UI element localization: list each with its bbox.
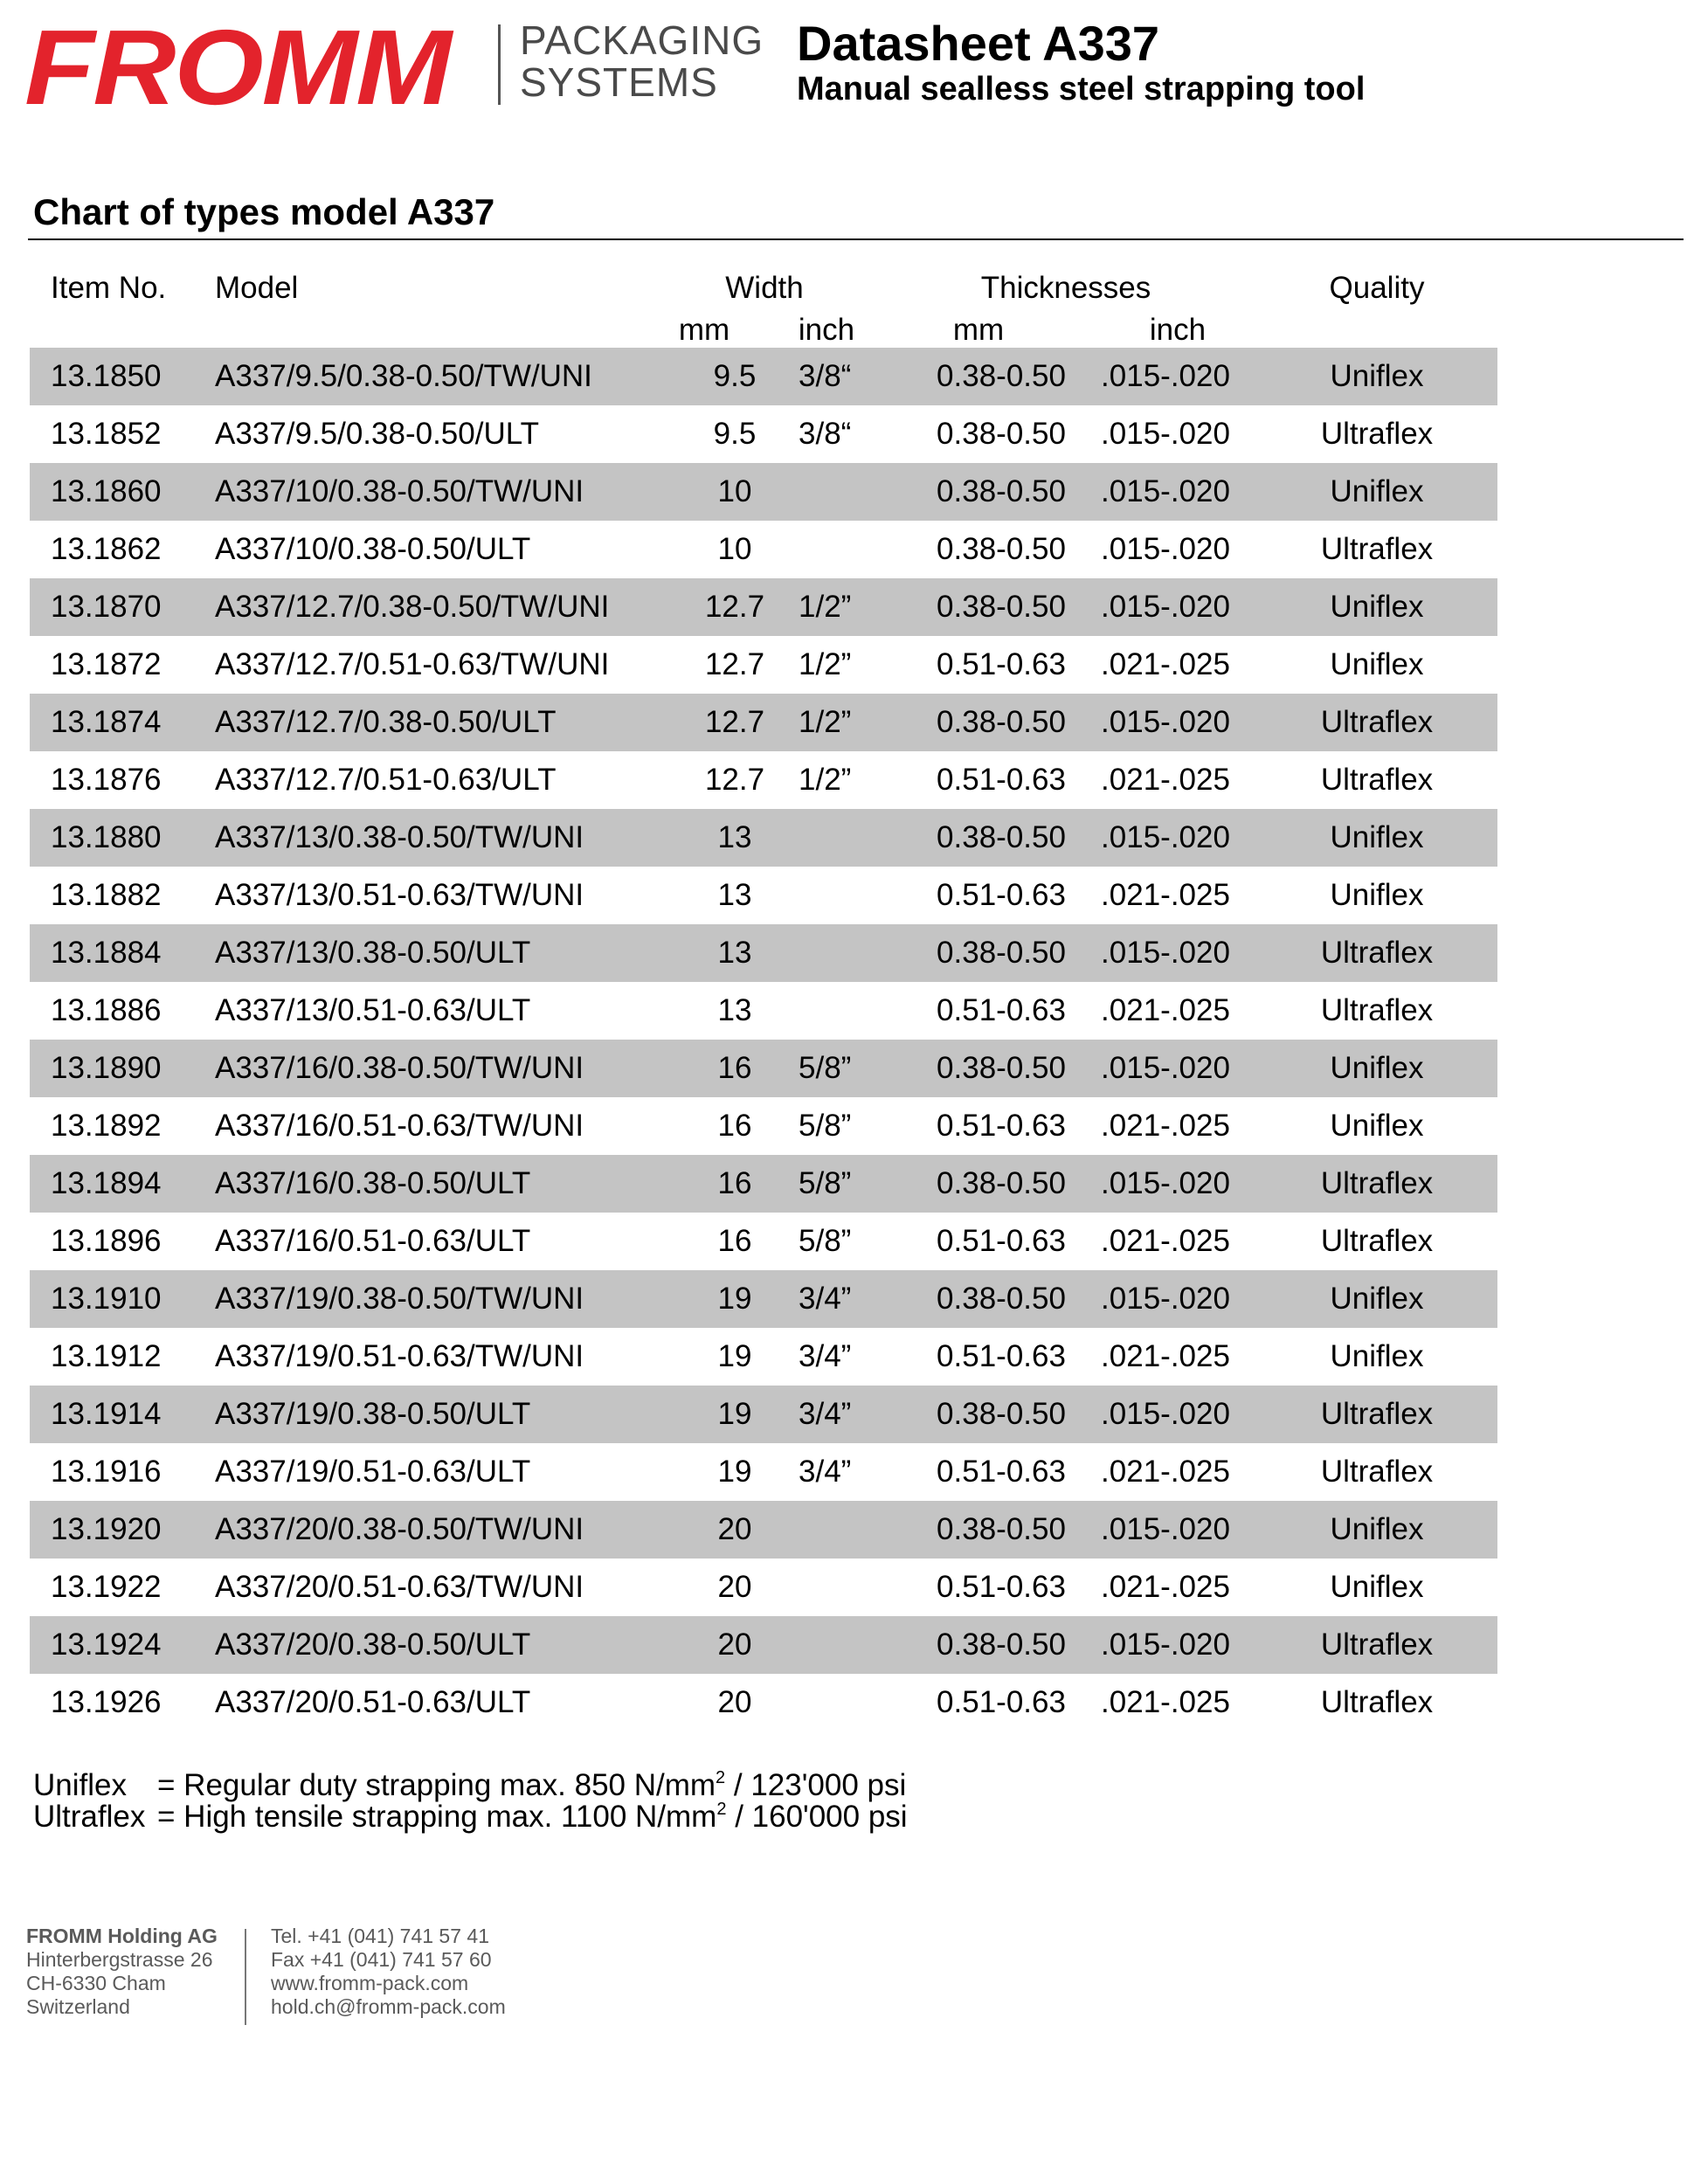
cell-model: A337/12.7/0.51-0.63/ULT	[215, 763, 557, 797]
table-row	[30, 1501, 1497, 1559]
cell-item-no: 13.1910	[51, 1282, 162, 1316]
table-row	[30, 1155, 1497, 1213]
cell-thickness-mm: 0.51-0.63	[937, 1455, 1066, 1489]
cell-thickness-inch: .015-.020	[1101, 1397, 1230, 1431]
cell-thickness-inch: .015-.020	[1101, 1282, 1230, 1316]
col-header-width: Width	[725, 271, 804, 305]
cell-item-no: 13.1920	[51, 1512, 162, 1546]
cell-item-no: 13.1872	[51, 647, 162, 681]
col-subheader-width-mm: mm	[678, 313, 730, 347]
table-row	[30, 751, 1497, 809]
cell-model: A337/16/0.51-0.63/ULT	[215, 1224, 531, 1258]
cell-model: A337/13/0.38-0.50/ULT	[215, 936, 531, 970]
cell-width-mm: 10	[717, 474, 752, 508]
footer-street: Hinterbergstrasse 26	[26, 1948, 213, 1971]
cell-width-mm: 13	[717, 936, 752, 970]
cell-width-inch: 1/2”	[799, 763, 852, 797]
cell-width-inch: 5/8”	[799, 1166, 852, 1200]
cell-quality: Ultraflex	[1320, 1166, 1434, 1200]
cell-quality: Uniflex	[1330, 1339, 1424, 1373]
cell-thickness-inch: .015-.020	[1101, 590, 1230, 624]
cell-thickness-mm: 0.38-0.50	[937, 474, 1066, 508]
cell-quality: Ultraflex	[1320, 417, 1434, 451]
col-header-thicknesses: Thicknesses	[980, 271, 1151, 305]
legend-desc-after: / 160'000 psi	[726, 1800, 908, 1834]
document-subtitle: Manual sealless steel strapping tool	[797, 71, 1366, 107]
cell-quality: Uniflex	[1330, 1570, 1424, 1604]
cell-width-inch: 5/8”	[799, 1224, 852, 1258]
brand-subtitle	[520, 19, 764, 103]
table-row	[30, 694, 1497, 751]
cell-item-no: 13.1926	[51, 1685, 162, 1719]
table-row	[30, 982, 1497, 1040]
cell-quality: Uniflex	[1330, 1282, 1424, 1316]
cell-width-mm: 20	[717, 1570, 752, 1604]
table-row	[30, 348, 1497, 405]
cell-quality: Ultraflex	[1320, 532, 1434, 566]
cell-item-no: 13.1890	[51, 1051, 162, 1085]
cell-item-no: 13.1862	[51, 532, 162, 566]
cell-thickness-inch: .015-.020	[1101, 1166, 1230, 1200]
cell-thickness-mm: 0.51-0.63	[937, 1109, 1066, 1143]
cell-width-mm: 12.7	[704, 763, 765, 797]
cell-width-mm: 13	[717, 878, 752, 912]
cell-model: A337/19/0.51-0.63/ULT	[215, 1455, 531, 1489]
table-row	[30, 578, 1497, 636]
cell-thickness-mm: 0.38-0.50	[937, 1282, 1066, 1316]
cell-thickness-inch: .021-.025	[1101, 993, 1230, 1027]
cell-width-mm: 19	[717, 1339, 752, 1373]
cell-width-mm: 12.7	[704, 705, 765, 739]
table-row	[30, 1213, 1497, 1270]
cell-item-no: 13.1882	[51, 878, 162, 912]
cell-model: A337/10/0.38-0.50/TW/UNI	[215, 474, 584, 508]
cell-quality: Ultraflex	[1320, 1685, 1434, 1719]
legend-sup: 2	[716, 1800, 727, 1819]
cell-item-no: 13.1884	[51, 936, 162, 970]
cell-thickness-mm: 0.38-0.50	[937, 1397, 1066, 1431]
footer-company: FROMM Holding AG	[26, 1925, 218, 1947]
cell-model: A337/9.5/0.38-0.50/ULT	[215, 417, 539, 451]
cell-width-inch: 1/2”	[799, 590, 852, 624]
cell-width-mm: 16	[717, 1051, 752, 1085]
table-row	[30, 1097, 1497, 1155]
table-row	[30, 463, 1497, 521]
cell-thickness-inch: .015-.020	[1101, 359, 1230, 393]
footer-city: CH-6330 Cham	[26, 1972, 166, 1994]
footer-fax: Fax +41 (041) 741 57 60	[271, 1948, 492, 1971]
cell-item-no: 13.1914	[51, 1397, 162, 1431]
table-row	[30, 1674, 1497, 1731]
cell-thickness-inch: .021-.025	[1101, 1570, 1230, 1604]
cell-model: A337/10/0.38-0.50/ULT	[215, 532, 531, 566]
cell-item-no: 13.1880	[51, 820, 162, 854]
cell-thickness-mm: 0.38-0.50	[937, 1051, 1066, 1085]
brand-sub-line2: SYSTEMS	[520, 59, 718, 105]
cell-thickness-inch: .021-.025	[1101, 647, 1230, 681]
cell-model: A337/19/0.38-0.50/TW/UNI	[215, 1282, 584, 1316]
cell-width-inch: 3/4”	[799, 1339, 852, 1373]
table-row	[30, 809, 1497, 867]
cell-item-no: 13.1924	[51, 1628, 162, 1662]
footer-contact	[271, 1925, 506, 2019]
cell-quality: Uniflex	[1330, 474, 1424, 508]
col-subheader-thick-inch: inch	[1149, 313, 1207, 347]
cell-thickness-mm: 0.38-0.50	[937, 417, 1066, 451]
cell-thickness-inch: .021-.025	[1101, 1339, 1230, 1373]
cell-width-inch: 5/8”	[799, 1109, 852, 1143]
footer-divider	[245, 1929, 246, 2025]
cell-model: A337/12.7/0.38-0.50/ULT	[215, 705, 557, 739]
footer-country: Switzerland	[26, 1995, 130, 2018]
legend-desc-after: / 123'000 psi	[725, 1768, 907, 1802]
cell-thickness-mm: 0.38-0.50	[937, 936, 1066, 970]
cell-thickness-mm: 0.38-0.50	[937, 359, 1066, 393]
table-row	[30, 1040, 1497, 1097]
col-header-item: Item No.	[51, 271, 167, 305]
cell-width-mm: 19	[717, 1455, 752, 1489]
table-row	[30, 1386, 1497, 1443]
cell-width-inch: 3/8“	[799, 359, 852, 393]
legend-desc: = High tensile strapping max. 1100 N/mm	[157, 1800, 717, 1834]
cell-width-inch: 1/2”	[799, 705, 852, 739]
cell-quality: Ultraflex	[1320, 1224, 1434, 1258]
footer-tel: Tel. +41 (041) 741 57 41	[271, 1925, 489, 1947]
cell-width-inch: 1/2”	[799, 647, 852, 681]
cell-quality: Uniflex	[1330, 878, 1424, 912]
legend-term: Ultraflex	[33, 1800, 146, 1834]
cell-model: A337/19/0.38-0.50/ULT	[215, 1397, 531, 1431]
cell-thickness-mm: 0.51-0.63	[937, 993, 1066, 1027]
cell-thickness-inch: .021-.025	[1101, 1224, 1230, 1258]
col-subheader-width-inch: inch	[798, 313, 855, 347]
cell-width-mm: 12.7	[704, 647, 765, 681]
cell-thickness-mm: 0.51-0.63	[937, 878, 1066, 912]
cell-quality: Ultraflex	[1320, 1455, 1434, 1489]
logo-divider	[498, 24, 501, 105]
table-row	[30, 1443, 1497, 1501]
legend-sup: 2	[716, 1768, 726, 1787]
cell-thickness-mm: 0.38-0.50	[937, 590, 1066, 624]
cell-thickness-inch: .015-.020	[1101, 1051, 1230, 1085]
cell-width-inch: 3/4”	[799, 1455, 852, 1489]
cell-model: A337/19/0.51-0.63/TW/UNI	[215, 1339, 584, 1373]
cell-thickness-inch: .015-.020	[1101, 417, 1230, 451]
cell-thickness-inch: .021-.025	[1101, 763, 1230, 797]
cell-model: A337/12.7/0.38-0.50/TW/UNI	[215, 590, 610, 624]
brand-logo: FROMM	[24, 8, 450, 127]
cell-thickness-mm: 0.38-0.50	[937, 532, 1066, 566]
cell-quality: Ultraflex	[1320, 936, 1434, 970]
cell-quality: Uniflex	[1330, 647, 1424, 681]
legend-ultraflex	[33, 1800, 908, 1835]
cell-width-mm: 20	[717, 1685, 752, 1719]
cell-item-no: 13.1922	[51, 1570, 162, 1604]
cell-item-no: 13.1852	[51, 417, 162, 451]
cell-thickness-mm: 0.51-0.63	[937, 1685, 1066, 1719]
cell-width-mm: 16	[717, 1109, 752, 1143]
cell-thickness-mm: 0.38-0.50	[937, 820, 1066, 854]
cell-item-no: 13.1886	[51, 993, 162, 1027]
footer-web-link[interactable]: www.fromm-pack.com	[271, 1972, 469, 1994]
cell-width-mm: 13	[717, 993, 752, 1027]
table-row	[30, 1559, 1497, 1616]
cell-quality: Ultraflex	[1320, 1397, 1434, 1431]
cell-width-mm: 9.5	[713, 359, 757, 393]
cell-item-no: 13.1850	[51, 359, 162, 393]
cell-model: A337/13/0.51-0.63/ULT	[215, 993, 531, 1027]
cell-quality: Uniflex	[1330, 1109, 1424, 1143]
section-divider	[28, 238, 1684, 240]
cell-thickness-mm: 0.38-0.50	[937, 705, 1066, 739]
cell-item-no: 13.1860	[51, 474, 162, 508]
cell-model: A337/9.5/0.38-0.50/TW/UNI	[215, 359, 592, 393]
table-row	[30, 1328, 1497, 1386]
table-row	[30, 1616, 1497, 1674]
cell-model: A337/12.7/0.51-0.63/TW/UNI	[215, 647, 610, 681]
cell-quality: Uniflex	[1330, 590, 1424, 624]
cell-thickness-inch: .021-.025	[1101, 1109, 1230, 1143]
cell-quality: Ultraflex	[1320, 993, 1434, 1027]
cell-thickness-inch: .021-.025	[1101, 878, 1230, 912]
cell-width-mm: 9.5	[713, 417, 757, 451]
footer-email-link[interactable]: hold.ch@fromm-pack.com	[271, 1995, 506, 2018]
types-table	[30, 348, 1497, 1731]
cell-thickness-mm: 0.38-0.50	[937, 1166, 1066, 1200]
cell-model: A337/16/0.38-0.50/ULT	[215, 1166, 531, 1200]
cell-width-inch: 3/4”	[799, 1282, 852, 1316]
footer-address	[26, 1925, 218, 2019]
cell-width-mm: 20	[717, 1628, 752, 1662]
legend-uniflex	[33, 1768, 906, 1803]
cell-width-inch: 3/8“	[799, 417, 852, 451]
cell-model: A337/20/0.38-0.50/ULT	[215, 1628, 531, 1662]
cell-item-no: 13.1892	[51, 1109, 162, 1143]
cell-thickness-inch: .015-.020	[1101, 474, 1230, 508]
table-row	[30, 405, 1497, 463]
cell-item-no: 13.1894	[51, 1166, 162, 1200]
cell-model: A337/16/0.51-0.63/TW/UNI	[215, 1109, 584, 1143]
cell-thickness-mm: 0.51-0.63	[937, 763, 1066, 797]
cell-width-inch: 5/8”	[799, 1051, 852, 1085]
table-row	[30, 521, 1497, 578]
cell-thickness-mm: 0.38-0.50	[937, 1628, 1066, 1662]
col-header-quality: Quality	[1329, 271, 1425, 305]
cell-item-no: 13.1876	[51, 763, 162, 797]
section-title: Chart of types model A337	[33, 191, 495, 232]
cell-quality: Uniflex	[1330, 359, 1424, 393]
cell-model: A337/20/0.51-0.63/ULT	[215, 1685, 531, 1719]
cell-quality: Ultraflex	[1320, 763, 1434, 797]
cell-width-mm: 19	[717, 1282, 752, 1316]
table-row	[30, 867, 1497, 924]
cell-item-no: 13.1912	[51, 1339, 162, 1373]
cell-thickness-mm: 0.51-0.63	[937, 1339, 1066, 1373]
cell-width-inch: 3/4”	[799, 1397, 852, 1431]
cell-width-mm: 10	[717, 532, 752, 566]
legend-term: Uniflex	[33, 1768, 127, 1802]
cell-width-mm: 12.7	[704, 590, 765, 624]
cell-model: A337/20/0.51-0.63/TW/UNI	[215, 1570, 584, 1604]
table-row	[30, 636, 1497, 694]
legend-desc: = Regular duty strapping max. 850 N/mm	[157, 1768, 716, 1802]
cell-model: A337/16/0.38-0.50/TW/UNI	[215, 1051, 584, 1085]
document-title: Datasheet A337	[797, 16, 1160, 71]
cell-quality: Ultraflex	[1320, 705, 1434, 739]
col-subheader-thick-mm: mm	[952, 313, 1005, 347]
cell-thickness-inch: .021-.025	[1101, 1455, 1230, 1489]
brand-sub-line1: PACKAGING	[520, 17, 764, 63]
cell-thickness-inch: .015-.020	[1101, 705, 1230, 739]
cell-item-no: 13.1916	[51, 1455, 162, 1489]
cell-model: A337/20/0.38-0.50/TW/UNI	[215, 1512, 584, 1546]
cell-thickness-mm: 0.51-0.63	[937, 1570, 1066, 1604]
cell-width-mm: 16	[717, 1224, 752, 1258]
cell-thickness-inch: .015-.020	[1101, 820, 1230, 854]
cell-thickness-inch: .015-.020	[1101, 532, 1230, 566]
cell-width-mm: 13	[717, 820, 752, 854]
cell-thickness-inch: .015-.020	[1101, 936, 1230, 970]
cell-thickness-mm: 0.38-0.50	[937, 1512, 1066, 1546]
table-row	[30, 1270, 1497, 1328]
cell-quality: Uniflex	[1330, 820, 1424, 854]
cell-width-mm: 16	[717, 1166, 752, 1200]
cell-quality: Uniflex	[1330, 1512, 1424, 1546]
cell-item-no: 13.1870	[51, 590, 162, 624]
cell-model: A337/13/0.51-0.63/TW/UNI	[215, 878, 584, 912]
cell-thickness-inch: .021-.025	[1101, 1685, 1230, 1719]
cell-quality: Uniflex	[1330, 1051, 1424, 1085]
cell-thickness-mm: 0.51-0.63	[937, 1224, 1066, 1258]
cell-item-no: 13.1896	[51, 1224, 162, 1258]
cell-model: A337/13/0.38-0.50/TW/UNI	[215, 820, 584, 854]
cell-item-no: 13.1874	[51, 705, 162, 739]
cell-width-mm: 20	[717, 1512, 752, 1546]
cell-width-mm: 19	[717, 1397, 752, 1431]
cell-thickness-inch: .015-.020	[1101, 1512, 1230, 1546]
col-header-model: Model	[215, 271, 299, 305]
cell-thickness-inch: .015-.020	[1101, 1628, 1230, 1662]
table-row	[30, 924, 1497, 982]
cell-quality: Ultraflex	[1320, 1628, 1434, 1662]
cell-thickness-mm: 0.51-0.63	[937, 647, 1066, 681]
